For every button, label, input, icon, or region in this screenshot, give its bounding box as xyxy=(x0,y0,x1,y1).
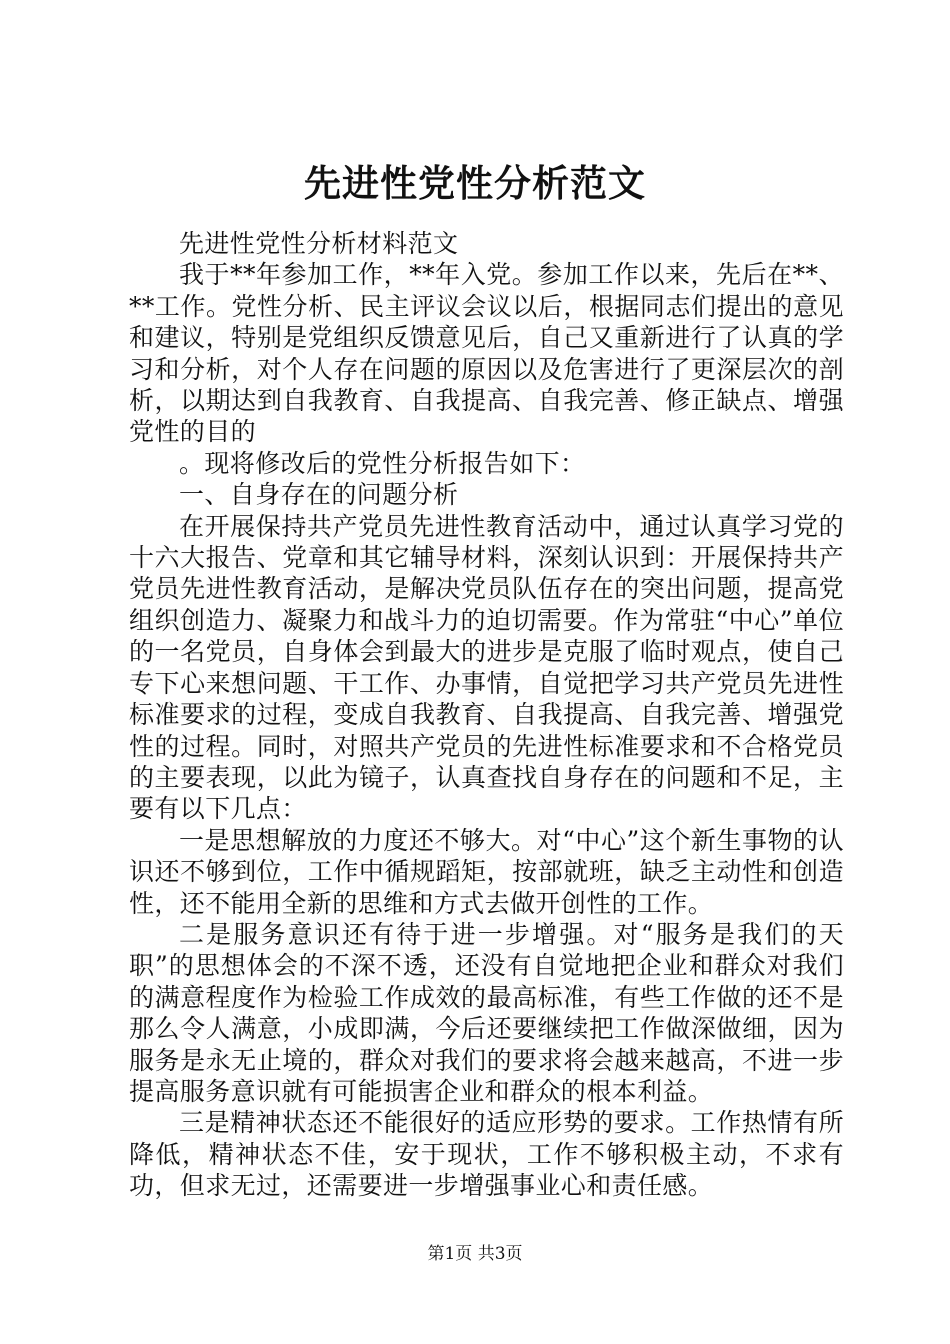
paragraph-point-one: 一是思想解放的力度还不够大。对“中心”这个新生事物的认识还不够到位，工作中循规蹈矩，按部就班，缺乏主动性和创造性，还不能用全新的思维和方式去做开创性的工作。 xyxy=(129,825,844,918)
section-heading: 一、自身存在的问题分析 xyxy=(179,480,459,510)
paragraph-analysis: 在开展保持共产党员先进性教育活动中，通过认真学习党的十六大报告、党章和其它辅导材料，深刻认识到：开展保持共产党员先进性教育活动，是解决党员队伍存在的突出问题，提高党组织创造力、凝聚力和战斗力的迫切需要。作为常驻“中心”单位的一名党员，自身体会到最大的进步是克服了临时观点，使自己专下心来想问题、干工作、办事情，自觉把学习共产党员先进性标准要求的过程，变成自我教育、自我提高、自我完善、增强党性的过程。同时，对照共产党员的先进性标准要求和不合格党员的主要表现，以此为镜子，认真查找自身存在的问题和不足，主要有以下几点： xyxy=(129,511,844,824)
paragraph-intro: 我于**年参加工作，**年入党。参加工作以来，先后在**、**工作。党性分析、民主评议会议以后，根据同志们提出的意见和建议，特别是党组织反馈意见后，自己又重新进行了认真的学习和分析，对个人存在问题的原因以及危害进行了更深层次的剖析，以期达到自我教育、自我提高、自我完善、修正缺点、增强党性的目的 xyxy=(129,260,844,447)
paragraph-point-two: 二是服务意识还有待于进一步增强。对“服务是我们的天职”的思想体会的不深不透，还没有自觉地把企业和群众对我们的满意程度作为检验工作成效的最高标准，有些工作做的还不是那么令人满意，小成即满，今后还要继续把工作做深做细，因为服务是永无止境的，群众对我们的要求将会越来越高，不进一步提高服务意识就有可能损害企业和群众的根本利益。 xyxy=(129,919,844,1106)
document-body xyxy=(129,228,844,1202)
paragraph-report-lead: 。现将修改后的党性分析报告如下： xyxy=(179,448,586,478)
paragraph-point-three: 三是精神状态还不能很好的适应形势的要求。工作热情有所降低，精神状态不佳，安于现状，工作不够积极主动，不求有功，但求无过，还需要进一步增强事业心和责任感。 xyxy=(129,1108,844,1201)
document-title: 先进性党性分析范文 xyxy=(304,162,646,205)
page-number-footer: 第1页 共3页 xyxy=(427,1244,523,1264)
paragraph-subtitle: 先进性党性分析材料范文 xyxy=(179,229,459,258)
